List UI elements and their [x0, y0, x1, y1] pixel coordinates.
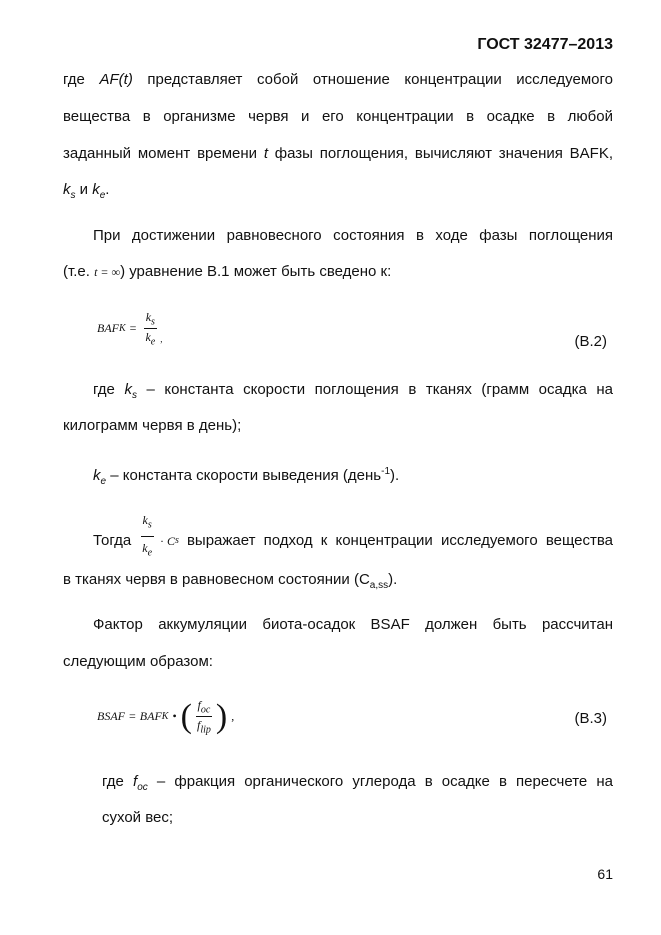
para5-line2: в тканях червя в равновесном состоянии $(C_{a,ss})$.: [63, 571, 398, 591]
para2-line2: (т.е. t = ∞) уравнение В.1 может быть сведено к:: [63, 263, 392, 280]
para3-line1: где $k_s$ – константа скорости поглощения в тканях (грамм осадка на: [93, 381, 613, 401]
equation-label-b2: (В.2): [574, 333, 607, 350]
fraction: $\frac{k_s}{k_e}$: [145, 310, 156, 348]
para6-line2: следующим образом:: [63, 653, 213, 670]
para3-line2: килограмм червя в день);: [63, 417, 242, 434]
para6-line1: Фактор аккумуляции биота-осадок BSAF должен быть рассчитан: [93, 616, 613, 633]
para7-line1: где $f_{oc}$ – фракция органического углерода в осадке в пересчете на: [102, 773, 613, 793]
para1-line2: вещества в организме червя и его концентрации в осадке в любой: [63, 108, 613, 125]
para7-line2: сухой вес;: [102, 809, 174, 826]
equation-b3: BSAF = BAF K • ( $\frac{f_{oc}}{f_{lip}}$ ) ,: [97, 697, 235, 736]
para1-line3: заданный момент времени t фазы поглощения, вычисляют значения BAFK,: [63, 145, 613, 162]
para1-line4: $k_s$ и $k_e$.: [63, 181, 110, 201]
page-number: 61: [597, 866, 613, 882]
para1-line1: где AF(t) представляет собой отношение концентрации исследуемого: [63, 71, 613, 88]
inline-fraction: $\frac{k_s}{k_e}$ · C s: [137, 518, 179, 564]
para2-line1: При достижении равновесного состояния в ходе фазы поглощения: [93, 227, 613, 244]
para4-line: $k_e$ – константа скорости выведения (день$^{-1}$).: [93, 466, 400, 487]
page-header: ГОСТ 32477–2013: [477, 36, 613, 53]
fraction: $\frac{f_{oc}}{f_{lip}}$: [196, 698, 211, 736]
para5-line1: Тогда $\frac{k_s}{k_e}$ · C s выражает подход к концентрации исследуемого вещества: [93, 518, 613, 564]
equation-b2: BAF K = $\frac{k_s}{k_e}$ ,: [97, 310, 163, 348]
equation-label-b3: (В.3): [574, 710, 607, 727]
